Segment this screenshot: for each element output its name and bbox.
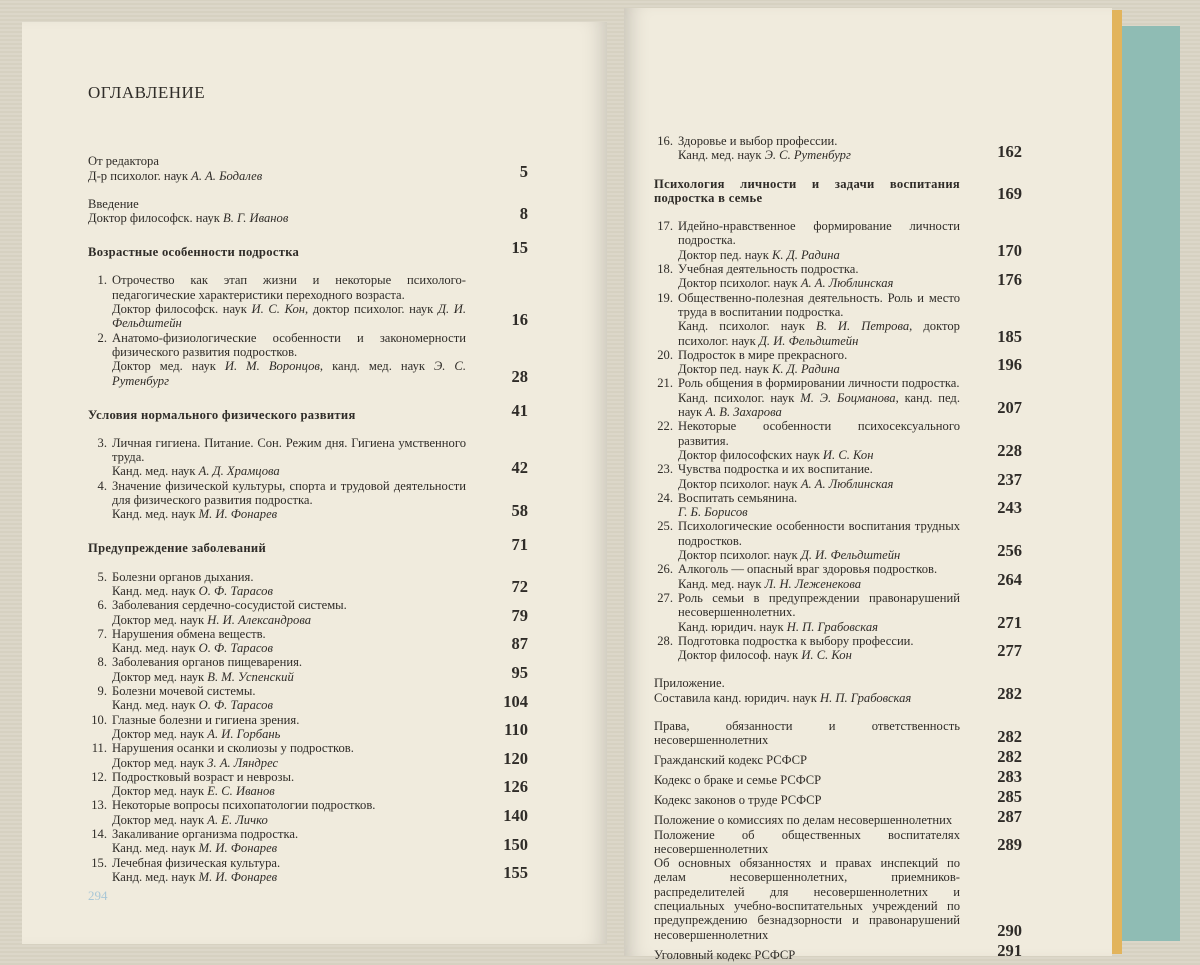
page-number: 120 [503,748,528,768]
entry-text [654,348,980,377]
entry-title: Значение физической культуры, спорта и трудовой деятельности для физического развития подростка. [112,478,466,508]
entry-title: Подготовка подростка к выбору профессии. [678,633,914,648]
entry-title: Гражданский кодекс РСФСР [654,753,808,768]
author-degree: Канд. мед. наук [112,464,199,479]
entry-number: 10. [91,712,107,727]
toc-entry [654,419,1022,462]
entry-text [88,197,486,226]
entry-number: 6. [97,598,107,613]
author-degree: Канд. психолог. наук [678,319,816,334]
entry-text [88,770,486,799]
author-name: И. С. Кон [822,447,874,462]
toc-entry [88,655,528,684]
entry-title: Учебная деятельность подростка. [678,262,859,277]
toc-section [88,536,528,556]
page-number: 110 [504,720,528,740]
entry-text [654,291,980,348]
toc-entry [88,856,528,885]
author-degree: , доктор психолог. наук [678,319,960,348]
author-degree: Доктор мед. наук [112,359,225,374]
toc-entry [88,684,528,713]
entry-number: 8. [97,655,107,670]
author-degree: Канд. мед. наук [112,641,199,656]
toc-entry [654,591,1022,634]
page-number: 264 [997,569,1022,589]
entry-title: Уголовный кодекс РСФСР [654,947,796,962]
author-degree: Доктор философск. наук [112,302,252,317]
entry-title: Общественно-полезная деятельность. Роль и место труда в воспитании подростка. [678,290,960,319]
page-number: 8 [519,204,528,224]
author-degree: Доктор философ. наук [678,648,802,663]
page-number: 282 [997,726,1022,746]
toc-entry [88,273,528,330]
entry-text [88,655,486,684]
entry-number: 24. [657,490,673,505]
toc-entry [654,134,1022,163]
page-number: 28 [511,366,528,386]
entry-title: Подростковый возраст и неврозы. [112,769,295,784]
entry-number: 23. [657,462,673,477]
entry-text [88,245,486,259]
author-name: Н. П. Грабовская [820,690,912,705]
toc-section [88,402,528,422]
entry-text [88,479,486,522]
right-page [624,8,1112,962]
author-name: З. А. Ляндрес [207,755,279,770]
entry-number: 3. [97,435,107,450]
page-number: 58 [511,500,528,520]
entry-number: 15. [91,855,107,870]
spacer [88,556,528,570]
page-number: 170 [997,241,1022,261]
entry-text [654,676,980,705]
entry-number: 17. [657,219,673,234]
author-name: А. А. Бодалев [191,168,263,183]
author-degree: , доктор психолог. наук [305,302,438,317]
entry-number: 11. [91,741,107,756]
entry-text [654,262,980,291]
entry-number: 16. [657,134,673,148]
entry-title: Чувства подростка и их воспитание. [678,462,873,477]
toc-entry [88,827,528,856]
author-degree: Доктор пед. наук [678,247,773,262]
spacer [88,522,528,536]
entry-title: Введение [88,196,139,211]
toc-entry [654,676,1022,705]
toc-entry [654,942,1022,962]
entry-text [654,753,980,767]
entry-number: 2. [97,330,107,345]
author-name: Д. И. Фельдштейн [112,302,466,331]
entry-number: 20. [657,347,673,362]
entry-title: Права, обязанности и ответственность несовершеннолетних [654,718,960,748]
page-number: 150 [503,834,528,854]
toc-entry [88,798,528,827]
entry-number: 25. [657,519,673,534]
author-degree: Канд. мед. наук [678,148,765,163]
page-number: 16 [511,309,528,329]
page-number: 87 [511,634,528,654]
entry-title: Болезни мочевой системы. [112,684,256,699]
author-name: Э. С. Рутенбург [112,359,466,388]
entry-text [654,793,980,807]
author-name: М. И. Фонарев [198,869,278,884]
page-number: 237 [997,469,1022,489]
toc-entry [88,570,528,599]
author-name: И. М. Воронцов [224,359,320,374]
toc-entry [654,519,1022,562]
author-name: О. Ф. Тарасов [198,698,273,713]
author-name: И. С. Кон [251,302,306,317]
author-name: А. Д. Храмцова [198,464,280,479]
entry-title: Некоторые вопросы психопатологии подростков. [112,798,376,813]
author-name: О. Ф. Тарасов [198,583,273,598]
page-number: 277 [997,641,1022,661]
author-degree: Доктор мед. наук [112,784,208,799]
author-degree: Доктор мед. наук [112,755,208,770]
entry-text [88,798,486,827]
page-number: 104 [503,691,528,711]
author-name: А. А. Люблинская [800,276,894,291]
entry-text [654,219,980,262]
entry-title: Роль общения в формировании личности подростка. [678,376,960,391]
entry-number: 22. [657,419,673,434]
entry-title: Болезни органов дыхания. [112,569,254,584]
author-name: А. И. Горбань [207,726,281,741]
toc-entry [654,719,1022,748]
spacer [654,662,1022,676]
page-number: 228 [997,441,1022,461]
entry-text [88,436,486,479]
entry-number: 18. [657,262,673,277]
author-degree: , канд. пед. наук [678,390,960,420]
entry-text [88,598,486,627]
entry-text [654,856,980,942]
spacer [88,225,528,239]
entry-title: Заболевания сердечно-сосудистой системы. [112,598,347,613]
toc-entry [654,634,1022,663]
author-name: А. А. Люблинская [800,476,894,491]
entry-title: Закаливание организма подростка. [112,826,299,841]
page-number: 207 [997,398,1022,418]
entry-number: 9. [97,684,107,699]
page-number: 155 [503,863,528,883]
author-degree: Доктор мед. наук [112,726,208,741]
page-number: 243 [997,498,1022,518]
entry-text [88,856,486,885]
author-name: М. И. Фонарев [198,841,278,856]
toc-entry [88,598,528,627]
author-name: К. Д. Радина [772,247,840,262]
author-degree: Канд. мед. наук [112,583,199,598]
author-name: К. Д. Радина [772,362,840,377]
entry-title: Алкоголь — опасный враг здоровья подростков. [678,562,938,577]
entry-text [654,462,980,491]
toc-entry [654,262,1022,291]
author-name: А. В. Захарова [705,405,782,420]
entry-text [654,773,980,787]
entry-text [654,134,980,163]
author-degree: Составила канд. юридич. наук [654,690,820,705]
spacer [88,422,528,436]
entry-text [88,713,486,742]
author-name: В. М. Успенский [207,669,294,684]
entry-text [654,828,980,857]
author-name: Э. С. Рутенбург [764,148,851,163]
entry-title: Анатомо-физиологические особенности и закономерности физического развития подростков. [112,330,466,359]
entry-title: Об основных обязанностях и правах инспекций по делам несовершеннолетних, приемников-распределителей для несовершеннолетних и специальных учебно-воспитательных учреждений по предупреждению безнадзорности и правонарушений несовершеннолетних [654,856,960,942]
page-number: 196 [997,355,1022,375]
entry-title: Идейно-нравственное формирование личности подростка. [678,219,960,248]
toc-entry [88,741,528,770]
author-degree: Доктор мед. наук [112,812,208,827]
entry-title: Заболевания органов пищеварения. [112,655,303,670]
author-name: А. Е. Личко [207,812,268,827]
toc-entry [654,856,1022,942]
author-name: И. С. Кон [801,648,852,663]
entry-text [654,419,980,462]
page-number: 79 [511,605,528,625]
toc-entry [654,491,1022,520]
page-number: 5 [519,161,528,181]
page-number: 290 [997,920,1022,940]
entry-text [88,684,486,713]
entry-text [654,177,980,206]
page-number: 256 [997,541,1022,561]
author-name: В. И. Петрова [816,319,910,334]
page-number: 41 [511,400,528,420]
entry-title: Некоторые особенности психосексуального развития. [678,419,960,448]
entry-title: Кодекс о браке и семье РСФСР [654,773,822,788]
spacer [654,205,1022,219]
toc-entry [88,154,528,183]
author-name: Н. И. Александрова [207,612,312,627]
author-degree: , канд. мед. наук [319,359,435,374]
entry-number: 26. [657,562,673,577]
toc-section [654,177,1022,206]
author-degree: Доктор мед. наук [112,669,208,684]
author-degree: Доктор мед. наук [112,612,208,627]
author-degree: Канд. мед. наук [112,698,199,713]
entry-title: Отрочество как этап жизни и некоторые психолого-педагогические характеристики переходного возраста. [112,273,466,302]
page-number: 185 [997,326,1022,346]
entry-title: Глазные болезни и гигиена зрения. [112,712,300,727]
author-degree: Доктор психолог. наук [678,276,801,291]
entry-title: Здоровье и выбор профессии. [678,134,838,148]
author-name: Г. Б. Борисов [678,505,748,520]
page-number: 72 [511,577,528,597]
page-number: 282 [997,683,1022,703]
entry-title: Нарушения осанки и сколиозы у подростков. [112,741,354,756]
entry-title: Нарушения обмена веществ. [112,626,266,641]
entry-title: Психология личности и задачи воспитания подростка в семье [654,176,960,205]
entry-text [88,408,486,422]
entry-number: 28. [657,633,673,648]
entry-number: 12. [91,769,107,784]
page-number: 176 [997,269,1022,289]
entry-title: Личная гигиена. Питание. Сон. Режим дня. Гигиена умственного труда. [112,435,466,465]
spacer [654,163,1022,177]
author-degree: Доктор психолог. наук [678,548,801,563]
entry-number: 14. [91,826,107,841]
toc-title: ОГЛАВЛЕНИЕ [88,83,206,102]
spacer [654,705,1022,719]
entry-text [88,154,486,183]
author-name: В. Г. Иванов [223,211,289,226]
toc-entry [88,436,528,479]
entry-title: Условия нормального физического развития [88,407,356,422]
toc-left-column [88,83,528,884]
toc-entry [88,197,528,226]
author-degree: Д-р психолог. наук [88,168,192,183]
author-name: М. Э. Боцманова [800,390,896,405]
entry-title: Воспитать семьянина. [678,490,798,505]
entry-title: От редактора [88,154,159,169]
entry-title: Положение о комиссиях по делам несовершеннолетних [654,813,953,828]
page-number: 289 [997,835,1022,855]
author-degree: Доктор пед. наук [678,362,773,377]
entry-number: 1. [97,273,107,288]
entry-text [654,591,980,634]
entry-text [88,827,486,856]
entry-title: Возрастные особенности подростка [88,245,300,260]
entry-text [88,627,486,656]
toc-entry [88,770,528,799]
entry-title: Предупреждение заболеваний [88,541,267,556]
page-number: 291 [997,940,1022,960]
endpaper [1120,26,1180,941]
toc-entry [654,376,1022,419]
author-name: Н. П. Грабовская [786,619,879,634]
author-name: М. И. Фонарев [198,507,278,522]
entry-title: Лечебная физическая культура. [112,855,281,870]
page-number: 95 [511,663,528,683]
entry-text [654,491,980,520]
entry-text [654,813,980,827]
entry-text [88,273,486,330]
entry-text [654,948,980,962]
entry-text [654,519,980,562]
spacer [88,183,528,197]
toc-entry [654,219,1022,262]
author-name: Е. С. Иванов [207,784,275,799]
author-name: Д. И. Фельдштейн [758,333,859,348]
page-number: 285 [997,786,1022,806]
toc-right-column [654,134,1022,962]
entry-number: 7. [97,626,107,641]
page-number: 162 [997,141,1022,161]
toc-entry [654,348,1022,377]
spacer [88,388,528,402]
toc-entry [654,788,1022,808]
page-number: 169 [997,184,1022,204]
author-degree: Доктор философских наук [678,447,823,462]
author-degree: Канд. мед. наук [678,576,765,591]
page-number: 15 [511,238,528,258]
page-number: 71 [511,534,528,554]
toc-entry [654,562,1022,591]
toc-entry [654,748,1022,768]
entry-title: Психологические особенности воспитания трудных подростков. [678,519,960,548]
author-degree: Канд. мед. наук [112,841,199,856]
entry-title: Кодекс законов о труде РСФСР [654,793,822,808]
entry-number: 5. [97,569,107,584]
page-number: 140 [503,805,528,825]
entry-text [654,376,980,419]
toc-entry [88,479,528,522]
entry-number: 4. [97,478,107,493]
toc-entry [88,713,528,742]
toc-entry [654,828,1022,857]
page-number: 271 [997,612,1022,632]
entry-text [654,562,980,591]
toc-entry [654,808,1022,828]
page-number: 287 [997,806,1022,826]
author-degree: Канд. мед. наук [112,869,199,884]
author-degree: Доктор философск. наук [88,211,224,226]
entry-text [88,570,486,599]
entry-number: 27. [657,590,673,605]
entry-title: Положение об общественных воспитателях несовершеннолетних [654,827,960,856]
page-number: 42 [511,457,528,477]
toc-entry [88,627,528,656]
page-number: 126 [503,777,528,797]
author-degree: Канд. мед. наук [112,507,199,522]
page-number: 283 [997,766,1022,786]
entry-number: 21. [657,376,673,391]
left-page [22,22,607,944]
page-number: 282 [997,746,1022,766]
author-name: Л. Н. Леженекова [764,576,862,591]
toc-entry [654,291,1022,348]
toc-entry [654,462,1022,491]
entry-text [654,634,980,663]
author-degree: Канд. юридич. наук [678,619,787,634]
entry-title: Роль семьи в предупреждении правонарушений несовершеннолетних. [678,590,960,620]
entry-title: Приложение. [654,676,725,691]
toc-section [88,239,528,259]
author-name: О. Ф. Тарасов [198,641,273,656]
spacer [88,259,528,273]
entry-text [88,541,486,555]
entry-text [654,719,980,748]
author-degree: Доктор психолог. наук [678,476,801,491]
toc-entry [654,768,1022,788]
author-degree: Канд. психолог. наук [678,390,801,405]
entry-number: 13. [91,798,107,813]
author-name: Д. И. Фельдштейн [800,548,901,563]
entry-text [88,331,486,388]
toc-entry [88,331,528,388]
entry-text [88,741,486,770]
entry-title: Подросток в мире прекрасного. [678,347,848,362]
page-folio: 294 [88,888,108,903]
entry-number: 19. [657,290,673,305]
